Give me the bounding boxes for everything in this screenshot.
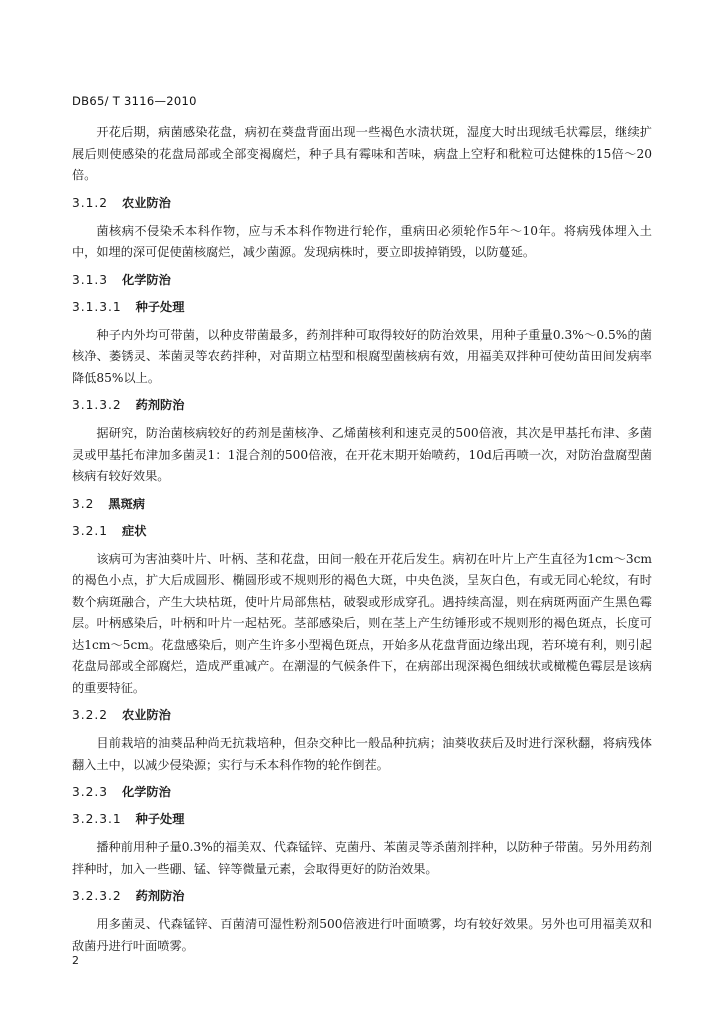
paragraph: 开花后期，病菌感染花盘，病初在葵盘背面出现一些褐色水渍状斑，湿度大时出现绒毛状霉层，继续扩展后则使感染的花盘局部或全部变褐腐烂，种子具有霉味和苦味，病盘上空籽和秕粒可达健株的15倍～20倍。 bbox=[72, 125, 652, 182]
section-title: 药剂防治 bbox=[135, 398, 185, 412]
paragraph: 据研究，防治菌核病较好的药剂是菌核净、乙烯菌核利和速克灵的500倍液，其次是甲基托布津、多菌灵或甲基托布津加多菌灵1：1混合剂的500倍液，在开花末期开始喷药，10d后再喷一次，对防治盘腐型菌核病有较好效果。 bbox=[72, 426, 652, 483]
section-number: 3.1.3 bbox=[72, 272, 109, 287]
document-body bbox=[72, 122, 652, 964]
section-heading bbox=[72, 194, 652, 212]
section-number: 3.2.2 bbox=[72, 708, 109, 722]
section-title: 农业防治 bbox=[122, 708, 171, 722]
section-number: 3.2.3 bbox=[72, 785, 109, 799]
section-title: 农业防治 bbox=[122, 195, 171, 210]
section-heading bbox=[72, 783, 652, 801]
paragraph: 菌核病不侵染禾本科作物，应与禾本科作物进行轮作，重病田必须轮作5年～10年。将病残体埋入土中，如埋的深可促使菌核腐烂，减少菌源。发现病株时，要立即拔掉销毁，以防蔓延。 bbox=[72, 223, 652, 259]
paragraph: 用多菌灵、代森锰锌、百菌清可湿性粉剂500倍液进行叶面喷雾，均有较好效果。另外也可用福美双和敌菌丹进行叶面喷雾。 bbox=[72, 917, 652, 953]
section-title: 种子处理 bbox=[135, 299, 185, 314]
section-heading bbox=[72, 495, 652, 513]
section-title: 种子处理 bbox=[135, 812, 185, 826]
section-number: 3.2 bbox=[72, 496, 95, 511]
paragraph: 该病可为害油葵叶片、叶柄、茎和花盘，田间一般在开花后发生。病初在叶片上产生直径为1cm～3cm的褐色小点，扩大后成圆形、椭圆形或不规则形的褐色大斑，中央色淡，呈灰白色，有或无同心轮纹，有时数个病斑融合，产生大块枯斑，使叶片局部焦枯，破裂或形成穿孔。遇持续高湿，则在病斑两面产生黑色霉层。叶柄感染后，叶柄和叶片一起枯死。茎部感染后，则在茎上产生纺锤形或不规则形的褐色斑点，长度可达1cm～5cm。花盘感染后，则产生许多小型褐色斑点，开始多从花盘背面边缘出现，若环境有利，则引起花盘局部或全部腐烂，造成严重减产。在潮湿的气候条件下，在病部出现深褐色细绒状或橄榄色霉层是该病的重要特征。 bbox=[72, 551, 652, 695]
section-heading bbox=[72, 810, 652, 828]
section-number: 3.2.1 bbox=[72, 523, 109, 538]
section-number: 3.1.3.2 bbox=[72, 398, 122, 412]
section-heading bbox=[72, 271, 652, 289]
section-heading bbox=[72, 298, 652, 316]
paragraph: 目前栽培的油葵品种尚无抗栽培种，但杂交种比一般品种抗病；油葵收获后及时进行深秋翻，将病残体翻入土中，以减少侵染源；实行与禾本科作物的轮作倒茬。 bbox=[72, 736, 652, 772]
section-heading bbox=[72, 396, 652, 414]
section-number: 3.2.3.1 bbox=[72, 812, 122, 826]
paragraph: 播种前用种子量0.3%的福美双、代森锰锌、克菌丹、苯菌灵等杀菌剂拌种，以防种子带菌。另外用药剂拌种时，加入一些硼、锰、锌等微量元素，会取得更好的防治效果。 bbox=[72, 840, 652, 876]
section-title: 症状 bbox=[122, 523, 147, 538]
section-title: 药剂防治 bbox=[135, 889, 185, 903]
section-number: 3.2.3.2 bbox=[72, 889, 122, 903]
paragraph: 种子内外均可带菌，以种皮带菌最多，药剂拌种可取得较好的防治效果，用种子重量0.3%～0.5%的菌核净、萎锈灵、苯菌灵等农药拌种，对苗期立枯型和根腐型菌核病有效，用福美双拌种可使幼苗田间发病率降低85%以上。 bbox=[72, 327, 652, 385]
section-title: 化学防治 bbox=[122, 785, 171, 799]
section-number: 3.1.2 bbox=[72, 195, 109, 210]
section-title: 化学防治 bbox=[122, 272, 171, 287]
section-heading bbox=[72, 887, 652, 905]
section-title: 黑斑病 bbox=[108, 496, 145, 511]
document-code: DB65/ T 3116—2010 bbox=[72, 94, 197, 108]
section-heading bbox=[72, 706, 652, 724]
section-number: 3.1.3.1 bbox=[72, 299, 122, 314]
page-number: 2 bbox=[72, 954, 79, 967]
section-heading bbox=[72, 522, 652, 540]
